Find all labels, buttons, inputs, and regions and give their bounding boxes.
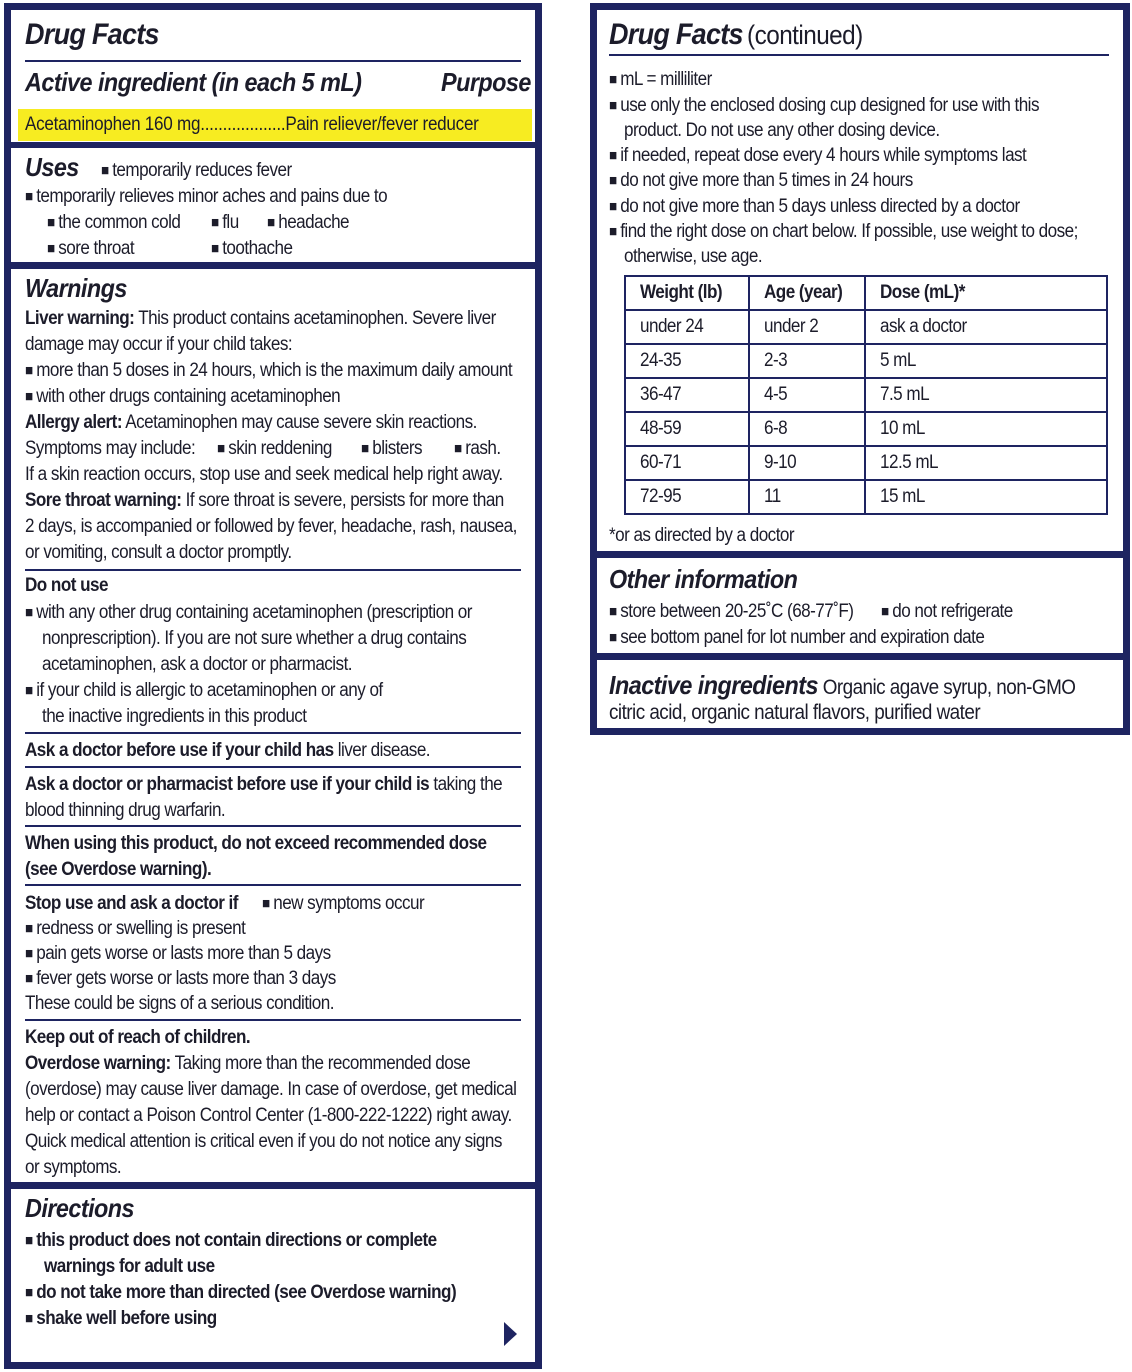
section-rule — [25, 1019, 521, 1021]
section-divider — [597, 551, 1123, 558]
section-rule — [25, 766, 521, 768]
table-footnote: *or as directed by a doctor — [609, 525, 795, 546]
table-row — [625, 446, 1107, 480]
directions-text: otherwise, use age. — [624, 246, 763, 267]
overdose-text: Quick medical attention is critical even if you do not notice any signs — [25, 1131, 502, 1152]
stop-use-bullet: ■ new symptoms occur — [262, 892, 424, 917]
stop-use-bullet: ■ fever gets worse or lasts more than 3 days — [25, 967, 336, 992]
allergy-text: If a skin reaction occurs, stop use and seek medical help right away. — [25, 464, 503, 485]
dosing-table — [624, 275, 1108, 515]
do-not-use-text: the inactive ingredients in this product — [42, 706, 307, 727]
allergy-symptom: ■ rash. — [454, 437, 501, 462]
uses-subitem: ■ sore throat — [47, 237, 134, 262]
inactive-ingredients-text: citric acid, organic natural flavors, purified water — [609, 701, 981, 724]
table-cell: 7.5 mL — [865, 378, 1107, 412]
section-divider — [11, 1182, 535, 1189]
uses-subitem: ■ toothache — [211, 237, 292, 262]
liver-bullet: ■ more than 5 doses in 24 hours, which is the maximum daily amount — [25, 359, 512, 384]
directions-bullet: ■ if needed, repeat dose every 4 hours while symptoms last — [609, 144, 1026, 169]
table-row — [625, 310, 1107, 344]
directions-text: warnings for adult use — [44, 1256, 215, 1277]
section-divider — [11, 262, 535, 269]
uses-subitem: ■ headache — [267, 211, 349, 236]
do-not-use-text: nonprescription). If you are not sure whether a drug contains — [42, 628, 467, 649]
uses-subitem: ■ the common cold — [47, 211, 180, 236]
table-cell: 9-10 — [749, 446, 865, 480]
when-using-text: (see Overdose warning). — [25, 859, 212, 880]
stop-use-heading: Stop use and ask a doctor if — [25, 893, 238, 914]
section-rule — [25, 732, 521, 734]
inactive-ingredients: Inactive ingredients Organic agave syrup, non-GMO — [609, 670, 1076, 700]
title-rule — [25, 60, 521, 62]
ask-pharmacist-text: blood thinning drug warfarin. — [25, 800, 226, 821]
directions-bullet: ■ this product does not contain directions or complete — [25, 1229, 437, 1254]
table-cell: ask a doctor — [865, 310, 1107, 344]
sore-throat-warning: Sore throat warning: If sore throat is severe, persists for more than — [25, 490, 504, 511]
directions-heading: Directions — [25, 1193, 135, 1223]
directions-bullet: ■ do not take more than directed (see Overdose warning) — [25, 1281, 456, 1306]
table-cell: under 24 — [625, 310, 749, 344]
table-cell: 12.5 mL — [865, 446, 1107, 480]
do-not-use-bullet: ■ with any other drug containing acetaminophen (prescription or — [25, 601, 472, 626]
table-cell: 60-71 — [625, 446, 749, 480]
liver-bullet: ■ with other drugs containing acetaminophen — [25, 385, 340, 410]
do-not-use-heading: Do not use — [25, 575, 108, 596]
table-cell: 15 mL — [865, 480, 1107, 514]
table-header: Dose (mL)* — [865, 276, 1107, 310]
liver-warning-text: damage may occur if your child takes: — [25, 334, 293, 355]
stop-use-bullet: ■ pain gets worse or lasts more than 5 days — [25, 942, 331, 967]
directions-bullet: ■ use only the enclosed dosing cup designed for use with this — [609, 94, 1039, 119]
drug-facts-right-panel — [590, 3, 1130, 735]
active-ingredient-line: Acetaminophen 160 mg...................Pain reliever/fever reducer — [25, 114, 479, 135]
continued-title: Drug Facts (continued) — [609, 18, 863, 51]
active-ingredient-heading: Active ingredient (in each 5 mL) — [25, 67, 362, 97]
uses-item: ■ temporarily reduces fever — [101, 159, 292, 184]
other-info-bullet: ■ store between 20-25˚C (68-77˚F) — [609, 600, 853, 625]
table-cell: 5 mL — [865, 344, 1107, 378]
overdose-warning: Overdose warning: Taking more than the recommended dose — [25, 1053, 471, 1074]
stop-use-bullet: ■ redness or swelling is present — [25, 917, 245, 942]
allergy-symptoms-label: Symptoms may include: — [25, 438, 196, 459]
title-rule — [609, 54, 1109, 56]
section-rule — [25, 884, 521, 886]
directions-bullet: ■ do not give more than 5 times in 24 hours — [609, 169, 913, 194]
allergy-symptom: ■ blisters — [361, 437, 422, 462]
section-rule — [25, 569, 521, 571]
allergy-alert: Allergy alert: Acetaminophen may cause severe skin reactions. — [25, 412, 477, 433]
when-using: When using this product, do not exceed recommended dose — [25, 833, 487, 854]
drug-facts-title: Drug Facts — [25, 18, 159, 51]
table-header: Age (year) — [749, 276, 865, 310]
table-row — [625, 378, 1107, 412]
overdose-text: or symptoms. — [25, 1157, 122, 1178]
directions-bullet: ■ do not give more than 5 days unless directed by a doctor — [609, 195, 1020, 220]
uses-item: ■ temporarily relieves minor aches and pains due to — [25, 185, 387, 210]
table-cell: 2-3 — [749, 344, 865, 378]
allergy-symptom: ■ skin reddening — [217, 437, 332, 462]
table-cell: 48-59 — [625, 412, 749, 446]
table-row — [625, 412, 1107, 446]
directions-bullet: ■ mL = milliliter — [609, 68, 712, 93]
sore-throat-text: or vomiting, consult a doctor promptly. — [25, 542, 292, 563]
table-cell: 6-8 — [749, 412, 865, 446]
table-cell: 11 — [749, 480, 865, 514]
ask-doctor: Ask a doctor before use if your child has liver disease. — [25, 740, 430, 761]
warnings-heading: Warnings — [25, 273, 127, 303]
table-cell: under 2 — [749, 310, 865, 344]
purpose-heading: Purpose — [441, 67, 531, 97]
ask-pharmacist: Ask a doctor or pharmacist before use if your child is taking the — [25, 774, 503, 795]
do-not-use-text: acetaminophen, ask a doctor or pharmacist. — [42, 654, 353, 675]
table-row — [625, 480, 1107, 514]
continued-arrow-icon — [504, 1322, 517, 1346]
table-cell: 36-47 — [625, 378, 749, 412]
table-cell: 72-95 — [625, 480, 749, 514]
overdose-text: help or contact a Poison Control Center (1-800-222-1222) right away. — [25, 1105, 512, 1126]
section-divider — [11, 142, 535, 148]
do-not-use-bullet: ■ if your child is allergic to acetaminophen or any of — [25, 679, 383, 704]
uses-heading: Uses — [25, 152, 79, 182]
other-info-bullet: ■ see bottom panel for lot number and expiration date — [609, 626, 984, 651]
liver-warning: Liver warning: This product contains acetaminophen. Severe liver — [25, 308, 496, 329]
other-info-bullet: ■ do not refrigerate — [881, 600, 1013, 625]
uses-subitem: ■ flu — [211, 211, 239, 236]
table-cell: 24-35 — [625, 344, 749, 378]
overdose-text: (overdose) may cause liver damage. In case of overdose, get medical — [25, 1079, 517, 1100]
directions-text: product. Do not use any other dosing device. — [624, 120, 940, 141]
keep-out-of-reach: Keep out of reach of children. — [25, 1027, 251, 1048]
other-information-heading: Other information — [609, 564, 798, 594]
table-cell: 10 mL — [865, 412, 1107, 446]
drug-facts-left-panel — [4, 3, 542, 1369]
directions-bullet: ■ shake well before using — [25, 1307, 217, 1332]
sore-throat-text: 2 days, is accompanied or followed by fever, headache, rash, nausea, — [25, 516, 517, 537]
stop-use-tail: These could be signs of a serious condition. — [25, 993, 334, 1014]
directions-bullet: ■ find the right dose on chart below. If possible, use weight to dose; — [609, 220, 1078, 245]
table-header: Weight (lb) — [625, 276, 749, 310]
section-rule — [25, 825, 521, 827]
section-divider — [597, 653, 1123, 660]
table-cell: 4-5 — [749, 378, 865, 412]
table-row — [625, 344, 1107, 378]
